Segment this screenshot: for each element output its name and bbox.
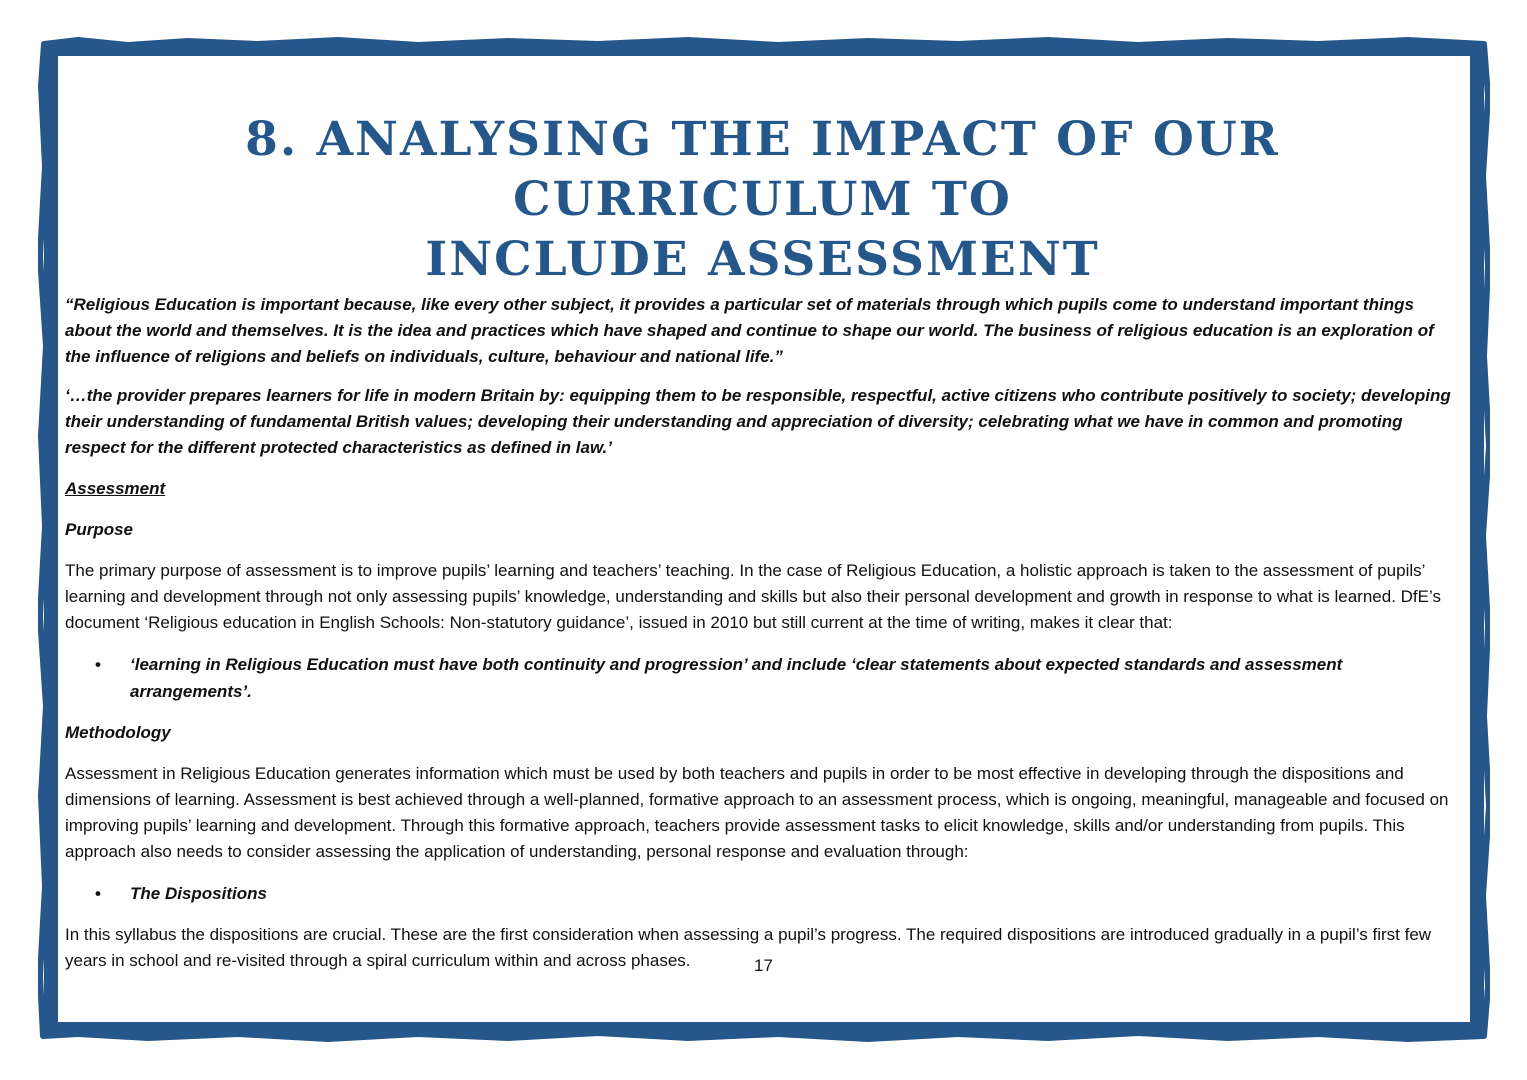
quote-provider-prepares: ‘…the provider prepares learners for life in modern Britain by: equipping them to be responsible, respectful, active citizens who contribute positively to society; developing their understanding of fundamental British values; developing their understanding and appreciation of diversity; celebrating what we have in common and promoting respect for the different protected characteristics as defined in law.’ [65,386,1451,457]
bullet-icon: • [95,655,101,674]
methodology-bullet-list [65,880,1460,907]
section-heading-assessment: Assessment [65,479,166,498]
subheading-purpose: Purpose [65,520,134,539]
paragraph-purpose: The primary purpose of assessment is to improve pupils’ learning and teachers’ teaching. In the case of Religious Education, a holistic approach is taken to the assessment of pupils’ learning and development through not only assessing pupils’ knowledge, understanding and skills but also their personal development and growth in response to what is learned. DfE’s document ‘Religious education in English Schools: Non-statutory guidance’, issued in 2010 but still current at the time of writing, makes it clear that: [65,561,1441,632]
bullet-icon: • [95,884,101,903]
paragraph-dispositions: In this syllabus the dispositions are crucial. These are the first consideration when assessing a pupil’s progress. The required dispositions are introduced gradually in a pupil’s first few years in school and re-visited through a spiral curriculum within and across phases. [65,925,1432,970]
subheading-methodology: Methodology [65,723,171,742]
purpose-bullet-list [65,651,1460,705]
list-item [65,880,1460,907]
page-number: 17 [754,956,773,975]
page-title-line-1: 8. ANALYSING THE IMPACT OF OUR CURRICULUM TO [245,112,1280,227]
page-title [65,110,1460,290]
list-item-text: The Dispositions [130,884,267,903]
list-item-text: ‘learning in Religious Education must have both continuity and progression’ and include ‘clear statements about expected standards and assessment arrangements’. [130,655,1343,701]
paragraph-methodology: Assessment in Religious Education generates information which must be used by both teachers and pupils in order to be most effective in developing through the dispositions and dimensions of learning. Assessment is best achieved through a well-planned, formative approach to an assessment process, which is ongoing, meaningful, manageable and focused on improving pupils’ learning and development. Through this formative approach, teachers provide assessment tasks to elicit knowledge, skills and/or understanding from pupils. This approach also needs to consider assessing the application of understanding, personal response and evaluation through: [65,764,1449,861]
quote-religious-education: “Religious Education is important because, like every other subject, it provides a particular set of materials through which pupils come to understand important things about the world and themselves. It is the idea and practices which have shaped and continue to shape our world. The business of religious education is an exploration of the influence of religions and beliefs on individuals, culture, behaviour and national life.” [65,295,1434,366]
page-title-line-2: INCLUDE ASSESSMENT [425,232,1100,287]
page-content [65,110,1460,974]
list-item [65,651,1460,705]
